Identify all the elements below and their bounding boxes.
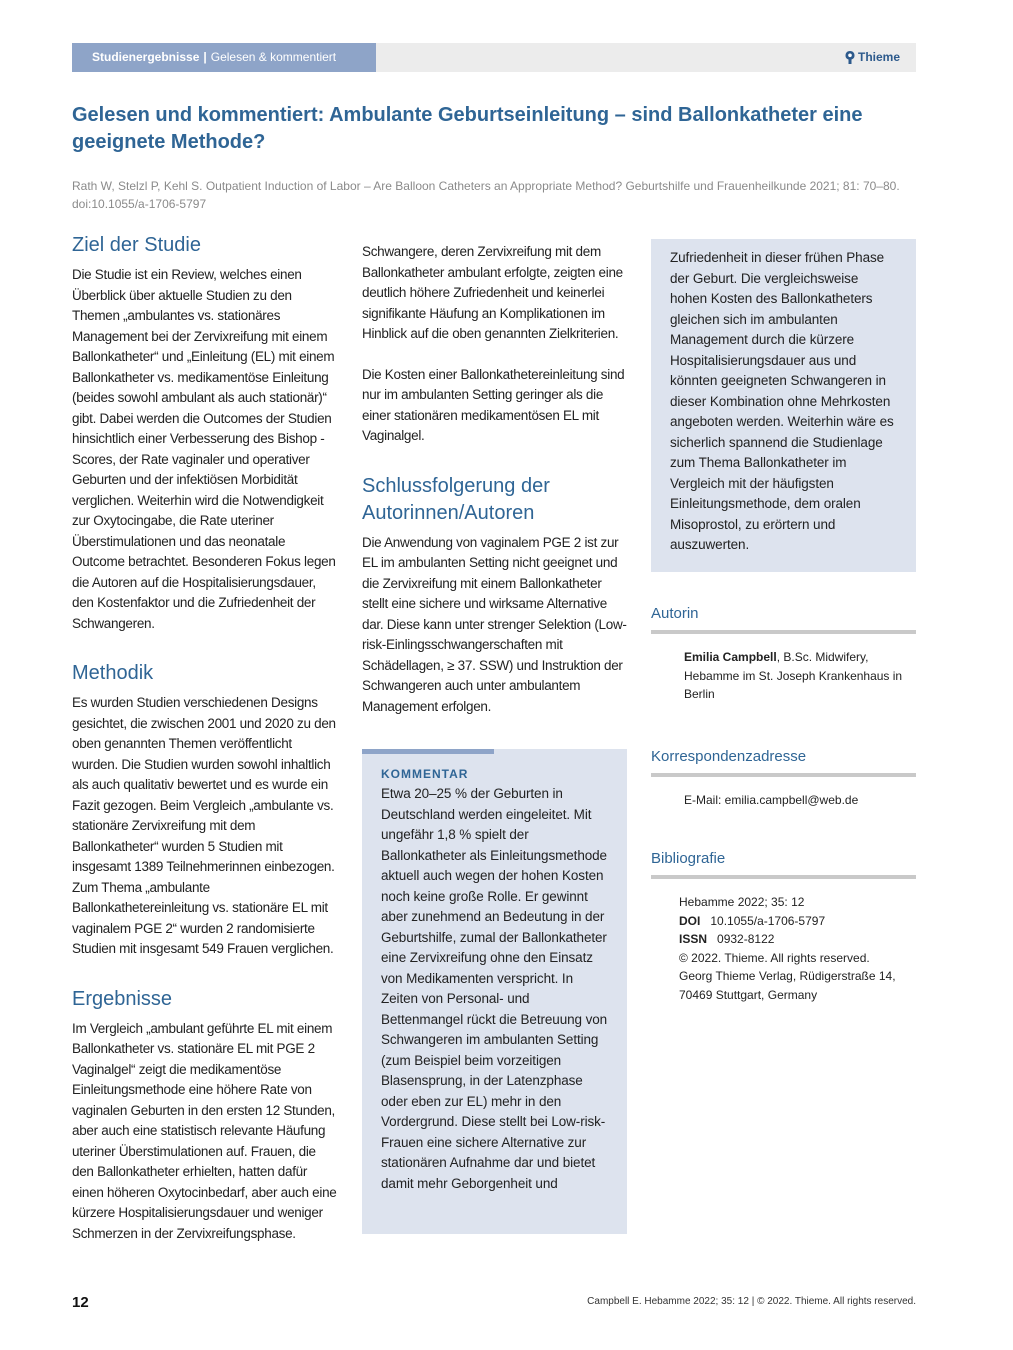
autorin-heading: Autorin xyxy=(651,604,916,634)
kommentar-continued-text: Zufriedenheit in dieser frühen Phase der Geburt. Die vergleichsweise hohen Kosten des Ballonkatheters gleichen sich im ambulanten Management durch die kürzere Hospitalisierungsdauer aus und könnten geeigneten Schwangeren in dieser Kombination ohne Mehrkosten angeboten werden. Weiterhin wäre es sicherlich spannend die Studienlage zum Thema Ballonkatheter im Vergleich mit der häufigsten Einleitungsmethode, dem oralen Misoprostol, zu erörtern und auszuwerten. xyxy=(670,250,894,552)
bib-doi[interactable]: 10.1055/a-1706-5797 xyxy=(710,913,826,928)
column-1 xyxy=(72,232,337,1244)
header-section-subtitle: Gelesen & kommentiert xyxy=(210,50,337,64)
author-name: Emilia Campbell xyxy=(684,650,777,664)
kommentar-box xyxy=(362,749,627,1234)
bibliografie-section xyxy=(651,849,916,1004)
bib-doi-label: DOI xyxy=(679,913,701,928)
korrespondenz-section xyxy=(651,747,916,810)
kommentar-continued-box xyxy=(651,239,916,572)
bib-copyright: © 2022. Thieme. All rights reserved. xyxy=(679,950,870,965)
text-ergebnisse: Im Vergleich „ambulant geführte EL mit einem Ballonkatheter vs. stationäre EL mit PGE 2 Vaginalgel“ zeigt die medikamentöse Einleitungsmethode eine höhere Rate von vaginalen Geburten in den ersten 12 Stunden, aber auch eine statistisch relevante Häufung uteriner Überstimulationen auf. Frauen, die den Ballonkatheter erhielten, hatten dafür einen höheren Oxytocinbedarf, aber auch eine kürzere Hospitalisierungsdauer und weniger Schmerzen in der Zervixreifungsphase. xyxy=(72,1020,337,1241)
heading-ergebnisse: Ergebnisse xyxy=(72,987,173,1010)
text-ergebnisse-cont-2: Die Kosten einer Ballonkathetereinleitung sind nur im ambulanten Setting geringer als die einer stationären medikamentösen EL mit Vaginalgel. xyxy=(362,366,625,443)
thieme-brand xyxy=(845,43,900,72)
text-ergebnisse-cont-1: Schwangere, deren Zervixreifung mit dem Ballonkatheter ambulant erfolgte, zeigten eine deutlich höhere Zufriedenheit und keinerlei signifikante Häufung an Komplikationen im Hinblick auf die oben genannten Zielkriterien. xyxy=(362,244,623,341)
kommentar-accent-bar xyxy=(362,749,494,754)
heading-methodik: Methodik xyxy=(72,662,154,684)
bib-publisher: Georg Thieme Verlag, Rüdigerstraße 14, 70469 Stuttgart, Germany xyxy=(679,969,896,1002)
page-number: 12 xyxy=(72,1294,89,1311)
bib-issn-label: ISSN xyxy=(679,932,708,946)
column-2 xyxy=(362,242,627,717)
korrespondenz-body xyxy=(651,777,916,810)
bibliografie-body xyxy=(651,879,916,1004)
author-details: , B.Sc. Midwifery, Hebamme im St. Joseph Krankenhaus in Berlin xyxy=(684,650,903,701)
kommentar-text: Etwa 20–25 % der Geburten in Deutschland werden eingeleitet. Mit ungefähr 1,8 % spielt der Ballonkatheter als Einleitungsmethode aktuell auch wegen der hohen Kosten noch keine große Rolle. Er gewinnt aber zunehmend an Bedeutung in der Geburtshilfe, zumal der Ballonkatheter eine Zervixreifung ohne den Einsatz von Medikamenten verspricht. In Zeiten von Personal- und Bettenmangel rückt die Betreuung von Schwangeren im ambulanten Setting (zum Beispiel beim vorzeitigen Blasensprung, in der Latenzphase oder eben zur EL) mehr in den Vordergrund. Diese stellt bei Low-risk-Frauen eine sichere Alternative zur stationären Aufnahme dar und bietet damit mehr Geborgenheit und xyxy=(381,786,608,1191)
bib-journal: Hebamme 2022; 35: 12 xyxy=(679,895,805,909)
text-methodik: Es wurden Studien verschiedenen Designs gesichtet, die zwischen 2001 und 2020 zu den oben genannten Themen veröffentlicht wurden. Die Studien wurden sowohl inhaltlich als auch qualitativ bewertet und es wurde ein Fazit gezogen. Beim Vergleich „ambulante vs. stationäre Zervixreifung mit dem Ballonkatheter“ wurden 5 Studien mit insgesamt 1389 Teilnehmerinnen einbezogen. Zum Thema „ambulante Ballonkathetereinleitung vs. stationäre EL mit vaginalem PGE 2“ wurden 2 randomisierte Studien mit insgesamt 549 Frauen verglichen. xyxy=(72,695,336,956)
heading-schlussfolgerung: Schlussfolgerung der Autorinnen/Autoren xyxy=(362,474,550,524)
autorin-body xyxy=(651,634,916,704)
bibliografie-heading: Bibliografie xyxy=(651,849,916,879)
header-section xyxy=(72,43,376,72)
brand-name: Thieme xyxy=(857,50,900,64)
autorin-section xyxy=(651,604,916,704)
header-band xyxy=(72,43,916,72)
header-section-title: Studienergebnisse xyxy=(92,50,200,64)
bib-issn: 0932-8122 xyxy=(717,932,775,946)
text-schlussfolgerung: Die Anwendung von vaginalem PGE 2 ist zur EL im ambulanten Setting nicht geeignet und die Zervixreifung mit einem Ballonkatheter stellt eine sichere und wirksame Alternative dar. Diese kann unter strenger Selektion (Low-risk-Einlingsschwangerschaften mit Schädellagen, ≥ 37. SSW) und Instruktion der Schwangeren auch unter ambulantem Management erfolgen. xyxy=(362,534,627,714)
email-link[interactable]: E-Mail: emilia.campbell@web.de xyxy=(684,793,859,807)
kommentar-label: KOMMENTAR xyxy=(381,767,469,781)
text-ziel: Die Studie ist ein Review, welches einen Überblick über aktuelle Studien zu den Themen „ambulantes vs. stationäres Management bei der Zervixreifung mit einem Ballonkatheter“ und „Einleitung (EL) mit einem Ballonkatheter vs. medikamentöse Einleitung (beides sowohl ambulant als auch stationär)“ gibt. Dabei werden die Outcomes der Studien hinsichtlich einer Verbesserung des Bishop - Scores, der Rate vaginaler und operativer Geburten und der infektiösen Morbidität verglichen. Weiterhin wird die Notwendigkeit zur Oxytocingabe, die Rate uteriner Überstimulationen und das neonatale Outcome betrachtet. Besonderen Fokus legen die Autoren auf die Hospitalisierungsdauer, den Kostenfaktor und die Zufriedenheit der Schwangeren. xyxy=(72,267,336,631)
thieme-logo-icon xyxy=(845,51,855,64)
article-title: Gelesen und kommentiert: Ambulante Geburtseinleitung – sind Ballonkatheter eine geeignete Methode? xyxy=(72,104,863,153)
korrespondenz-heading: Korrespondenzadresse xyxy=(651,747,916,777)
header-separator: | xyxy=(203,50,207,64)
footer-citation: Campbell E. Hebamme 2022; 35: 12 | © 2022. Thieme. All rights reserved. xyxy=(587,1296,916,1307)
article-citation: Rath W, Stelzl P, Kehl S. Outpatient Induction of Labor – Are Balloon Catheters an Appropriate Method? Geburtshilfe und Frauenheilkunde 2021; 81: 70–80. doi:10.1055/a-1706-5797 xyxy=(72,179,900,211)
heading-ziel: Ziel der Studie xyxy=(72,234,201,256)
